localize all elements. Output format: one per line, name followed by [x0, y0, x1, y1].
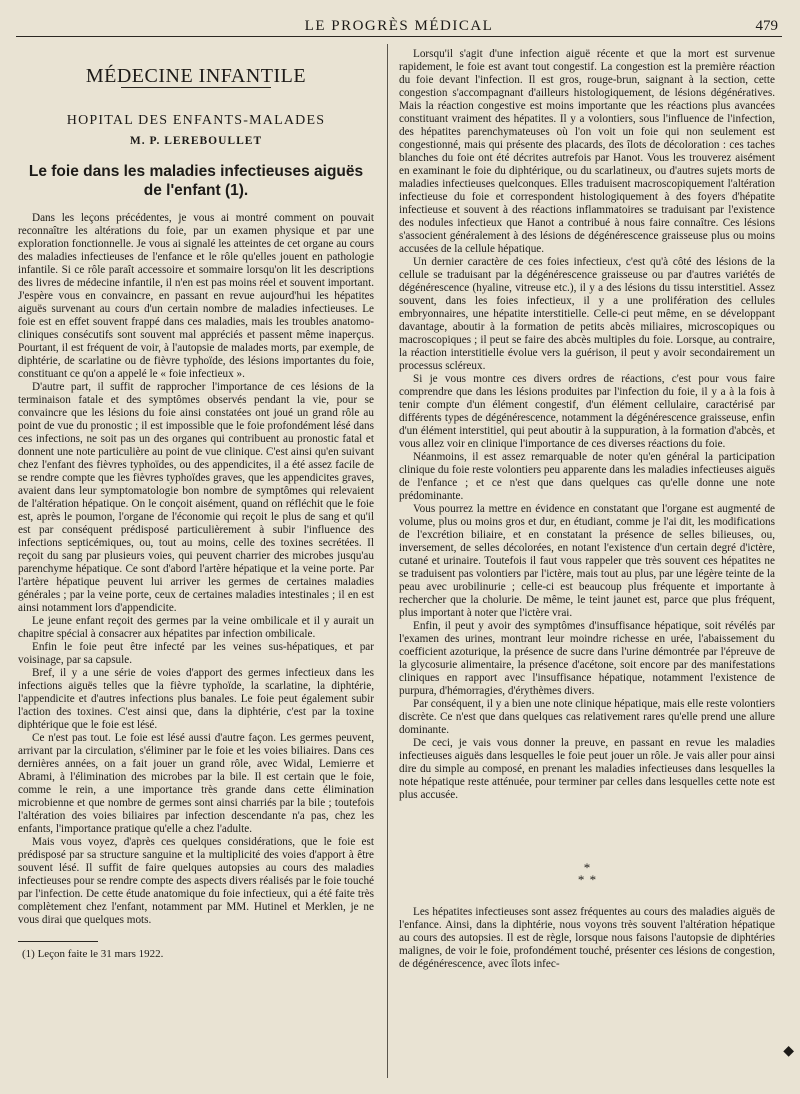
paragraph: Bref, il y a une série de voies d'apport des germes infectieux dans les infections aiguës telles que la fièvre typhoïde, la scarlatine, la diphtérie, l'appendicite et d'autres infections plus banales. Le foie peut également subir l'action des toxines. C'est ainsi que, dans la diphtérie, c'est par la toxine diphtérique que le foie est lésé. [18, 667, 374, 731]
section-title-rule [121, 87, 271, 88]
paragraph: Enfin, il peut y avoir des symptômes d'insuffisance hépatique, soit révélés par l'examen des urines, montrant leur moindre richesse en urée, l'abaissement du coefficient azoturique, la présence de sucre dans l'urine démontrée par l'épreuve de la glycosurie alimentaire, la présence d'acétone, soit encore par des manifestations cliniques en rapport avec l'insuffisance hépatique, notamment l'existence de purpura, d'hémorragies, d'érythèmes divers. [399, 620, 775, 697]
paragraph: De ceci, je vais vous donner la preuve, en passant en revue les maladies infectieuses aiguës dans lesquelles le foie peut jouer un rôle. Je vais aller pour ainsi dire du simple au composé, en prenant les maladies infectieuses dans lesquelles la note hépatique reste atténuée, pour terminer par celles dans lesquelles cette note est plus accusée. [399, 737, 775, 801]
asterism-top: * [583, 860, 591, 875]
paragraph: Vous pourrez la mettre en évidence en constatant que l'organe est augmenté de volume, plus ou moins gros et dur, en étudiant, comme je l'ai dit, les modifications de l'excrétion biliaire, et en constatant la présence de selles bilieuses, ou, inversement, de selles décolorées, en notant l'existence d'un certain degré d'ictère, cutané et urinaire. Toutefois il faut vous rappeler que très souvent ces hépatites ne se traduisent pas volontiers par l'ictère, mais tout au plus, par une légère teinte de la peau avec urobilinurie ; celle-ci est beaucoup plus fréquente et importante à rechercher que la cholurie. De même, le teint jaunet est, parce que plus fréquent, plus important à noter que l'ictère vrai. [399, 503, 775, 619]
paragraph: Lorsqu'il s'agit d'une infection aiguë récente et que la mort est survenue rapidement, le foie est avant tout congestif. La congestion est la première réaction du foie devant l'infection. Il est gros, rouge-brun, saignant à la section, cette congestion s'accompagnant d'ailleurs histologiquement, de lésions dégénératives. Mais la réaction congestive est moins importante que les réactions plus avancées constituant vraiment des hépatites. Il y a volontiers, sous l'influence de l'infection, des hépatites parenchymateuses où l'on voit un foie qui non seulement est congestionné, mais qui présente des placards, des îlots de décoloration : ces taches blanches du foie ont été décrites autrefois par Hanot. Vous les trouverez aisément en examinant le foie du diphtérique, ou du scarlatineux, ou d'autres sujets morts de maladies infectieuses quelconques. Elles traduisent macroscopiquement l'altération infectieuse du foie et correspondent histologiquement à des foyers d'hépatite infectieuse et souvent à des réactions inflammatoires se traduisant par l'existence des nodules infectieux que Hanot a contribué à nous faire connaître. Ces lésions s'associent généralement à des lésions de dégénérescence graisseuse plus ou moins accusées de la cellule hépatique. [399, 48, 775, 255]
paragraph: Dans les leçons précédentes, je vous ai montré comment on pouvait reconnaître les altérations du foie, par un examen physique et par une exploration fonctionnelle. Je vous ai signalé les atteintes de cet organe au cours des maladies infectieuses de l'enfance et le rôle qu'elles jouent en pathologie infantile. Si ce rôle paraît accessoire et sommaire lorsqu'on lit les descriptions des livres de médecine infantile, il n'en est pas moins réel et souvent important. J'espère vous en convaincre, en passant en revue aujourd'hui les hépatites aiguës survenant au cours d'un certain nombre de maladies infectieuses. Le foie est en effet souvent frappé dans ces maladies, mais les troubles anatomo-cliniques consécutifs sont souvent mal appréciés et passent même inaperçus. Pourtant, il est fréquent de voir, à l'autopsie de malades morts, par exemple, de diphtérie, de scarlatine ou de fièvre typhoïde, des lésions importantes du foie, constituant ce qu'on a appelé le « foie infectieux ». [18, 212, 374, 380]
journal-title: LE PROGRÈS MÉDICAL [304, 18, 494, 34]
left-column [18, 48, 374, 961]
asterism-bottom [399, 874, 775, 886]
running-header [16, 12, 782, 34]
article-title: Le foie dans les maladies infectieuses aiguës de l'enfant (1). [28, 163, 364, 199]
closing-paragraph: Les hépatites infectieuses sont assez fréquentes au cours des maladies aiguës de l'enfance. Ainsi, dans la diphtérie, nous voyons très souvent l'altération hépatique au cours des autopsies. Il est de règle, lorsque nous faisons l'autopsie de diphtéries malignes, de voir le foie, profondément touché, présenter ces lésions de congestion, de dégénérescence, avec îlots infec- [399, 906, 775, 970]
footnote-rule [18, 941, 98, 942]
paragraph: Néanmoins, il est assez remarquable de noter qu'en général la participation clinique du foie reste volontiers peu apparente dans les maladies infectieuses aiguës de l'enfance ; et ce n'est que dans quelques cas qu'elle donne une note prédominante. [399, 451, 775, 502]
author-name: M. P. LEREBOULLET [129, 135, 263, 147]
asterism-separator [399, 862, 775, 886]
paragraph: Un dernier caractère de ces foies infectieux, c'est qu'à côté des lésions de la cellule se traduisant par la dégénérescence graisseuse ou par d'autres variétés de dégénérescence (hyaline, vitreuse etc.), il y a des lésions du tissu interstitiel. Assez souvent, dans les foies infectieux, il y a une prolifération des cellules embryonnaires, une hépatite interstitielle. Celle-ci peut même, en se développant davantage, aboutir à la formation de petits abcès miliaires, microscopiques ou macroscopiques ; il peut se faire des abcès multiples du foie. Lorsque, au contraire, la réaction interstitielle évolue vers la guérison, il peut y avoir secondairement un processus scléreux. [399, 256, 775, 372]
section-title: MÉDECINE INFANTILE [85, 65, 307, 87]
paragraph: D'autre part, il suffit de rapprocher l'importance de ces lésions de la terminaison fatale et des symptômes observés pendant la vie, pour se convaincre que les lésions du foie ainsi constatées ont joué un grand rôle au point de vue du pronostic ; il est impossible que le foie profondément lésé dans ces infections, ne soit pas un des organes qui contribuent au pronostic fatal et donnent une note particulière au point de vue clinique. C'est ainsi qu'en suivant chez l'enfant des fièvres typhoïdes, ou des appendicites, il a été assez facile de se rendre compte que les fièvres typhoïdes graves, que les appendicites graves, avaient dans leur symptomatologie bon nombre de symptômes qui relevaient de l'altération hépatique. On le conçoit aisément, quand on réfléchit que le foie est, après le poumon, l'organe de l'économie qui reçoit le plus de sang et qu'il est par conséquent prédisposé particulièrement à subir l'influence des infections septicémiques, ou, tout au moins, celle des toxines secrétées. Il reçoit du sang par plusieurs voies, qui peuvent charrier des microbes jusqu'au parenchyme hépatique. Ce sont d'abord l'artère hépatique et la veine porte. Par l'artère hépatique peuvent lui arriver les germes de certaines maladies générales ; par la veine porte, ceux de certaines maladies intestinales ; il en est ainsi notamment lors d'appendicite. [18, 381, 374, 614]
paragraph: Le jeune enfant reçoit des germes par la veine ombilicale et il y aurait un chapitre spécial à consacrer aux hépatites par infection ombilicale. [18, 615, 374, 640]
asterism-left: * [577, 872, 585, 887]
paragraph: Par conséquent, il y a bien une note clinique hépatique, mais elle reste volontiers discrète. Ce n'est que dans quelques cas relativement rares qu'elle prend une allure dominante. [399, 698, 775, 736]
page-number: 479 [755, 18, 778, 34]
paragraph: Enfin le foie peut être infecté par les veines sus-hépatiques, et par voisinage, par sa capsule. [18, 641, 374, 666]
paragraph: Ce n'est pas tout. Le foie est lésé aussi d'autre façon. Les germes peuvent, arrivant par la circulation, s'éliminer par le foie et les voies biliaires. Dans ces dernières années, on a fait jouer un grand rôle, avec Widal, Lemierre et Abrami, à l'élimination des microbes par la bile. Il est certain que le foie, comme le rein, a une importance très grande dans cette élimination microbienne et que nombre de germes sont ainsi charriés par la bile ; toutefois l'altération des voies biliaires par infection descendante n'a pas, chez les enfants, l'importance pratique qu'elle a chez l'adulte. [18, 732, 374, 835]
column-divider [387, 44, 388, 1078]
hospital-name: HOPITAL DES ENFANTS-MALADES [66, 113, 326, 128]
footnote: (1) Leçon faite le 31 mars 1922. [22, 948, 164, 960]
right-column [399, 48, 775, 971]
diamond-ornament-icon: ◆ [783, 1044, 794, 1059]
paragraph: Si je vous montre ces divers ordres de réactions, c'est pour vous faire comprendre que dans les lésions produites par l'infection du foie, il y a à la fois à tenir compte d'un élément congestif, d'un élément cellulaire, caractérisé par différents types de dégénérescence, notamment la dégénérescence graisseuse, enfin d'un élément interstitiel, qui peut aboutir à la suppuration, à la formation d'abcès, et vous allez voir en clinique l'importance de ces diverses réactions du foie. [399, 373, 775, 450]
header-rule [16, 36, 782, 37]
paragraph: Mais vous voyez, d'après ces quelques considérations, que le foie est prédisposé par sa structure sanguine et la multiplicité des voies d'apport à être souvent lésé. Il suffit de faire quelques autopsies au cours des maladies infectieuses pour se rendre compte des aspects divers réalisés par le foie touché par l'infection. De cette étude anatomique du foie infectieux, qui a été faite très complètement chez l'enfant, notamment par MM. Hutinel et Merklen, je ne vous dirai que quelques mots. [18, 836, 374, 926]
asterism-right: * [589, 872, 597, 887]
